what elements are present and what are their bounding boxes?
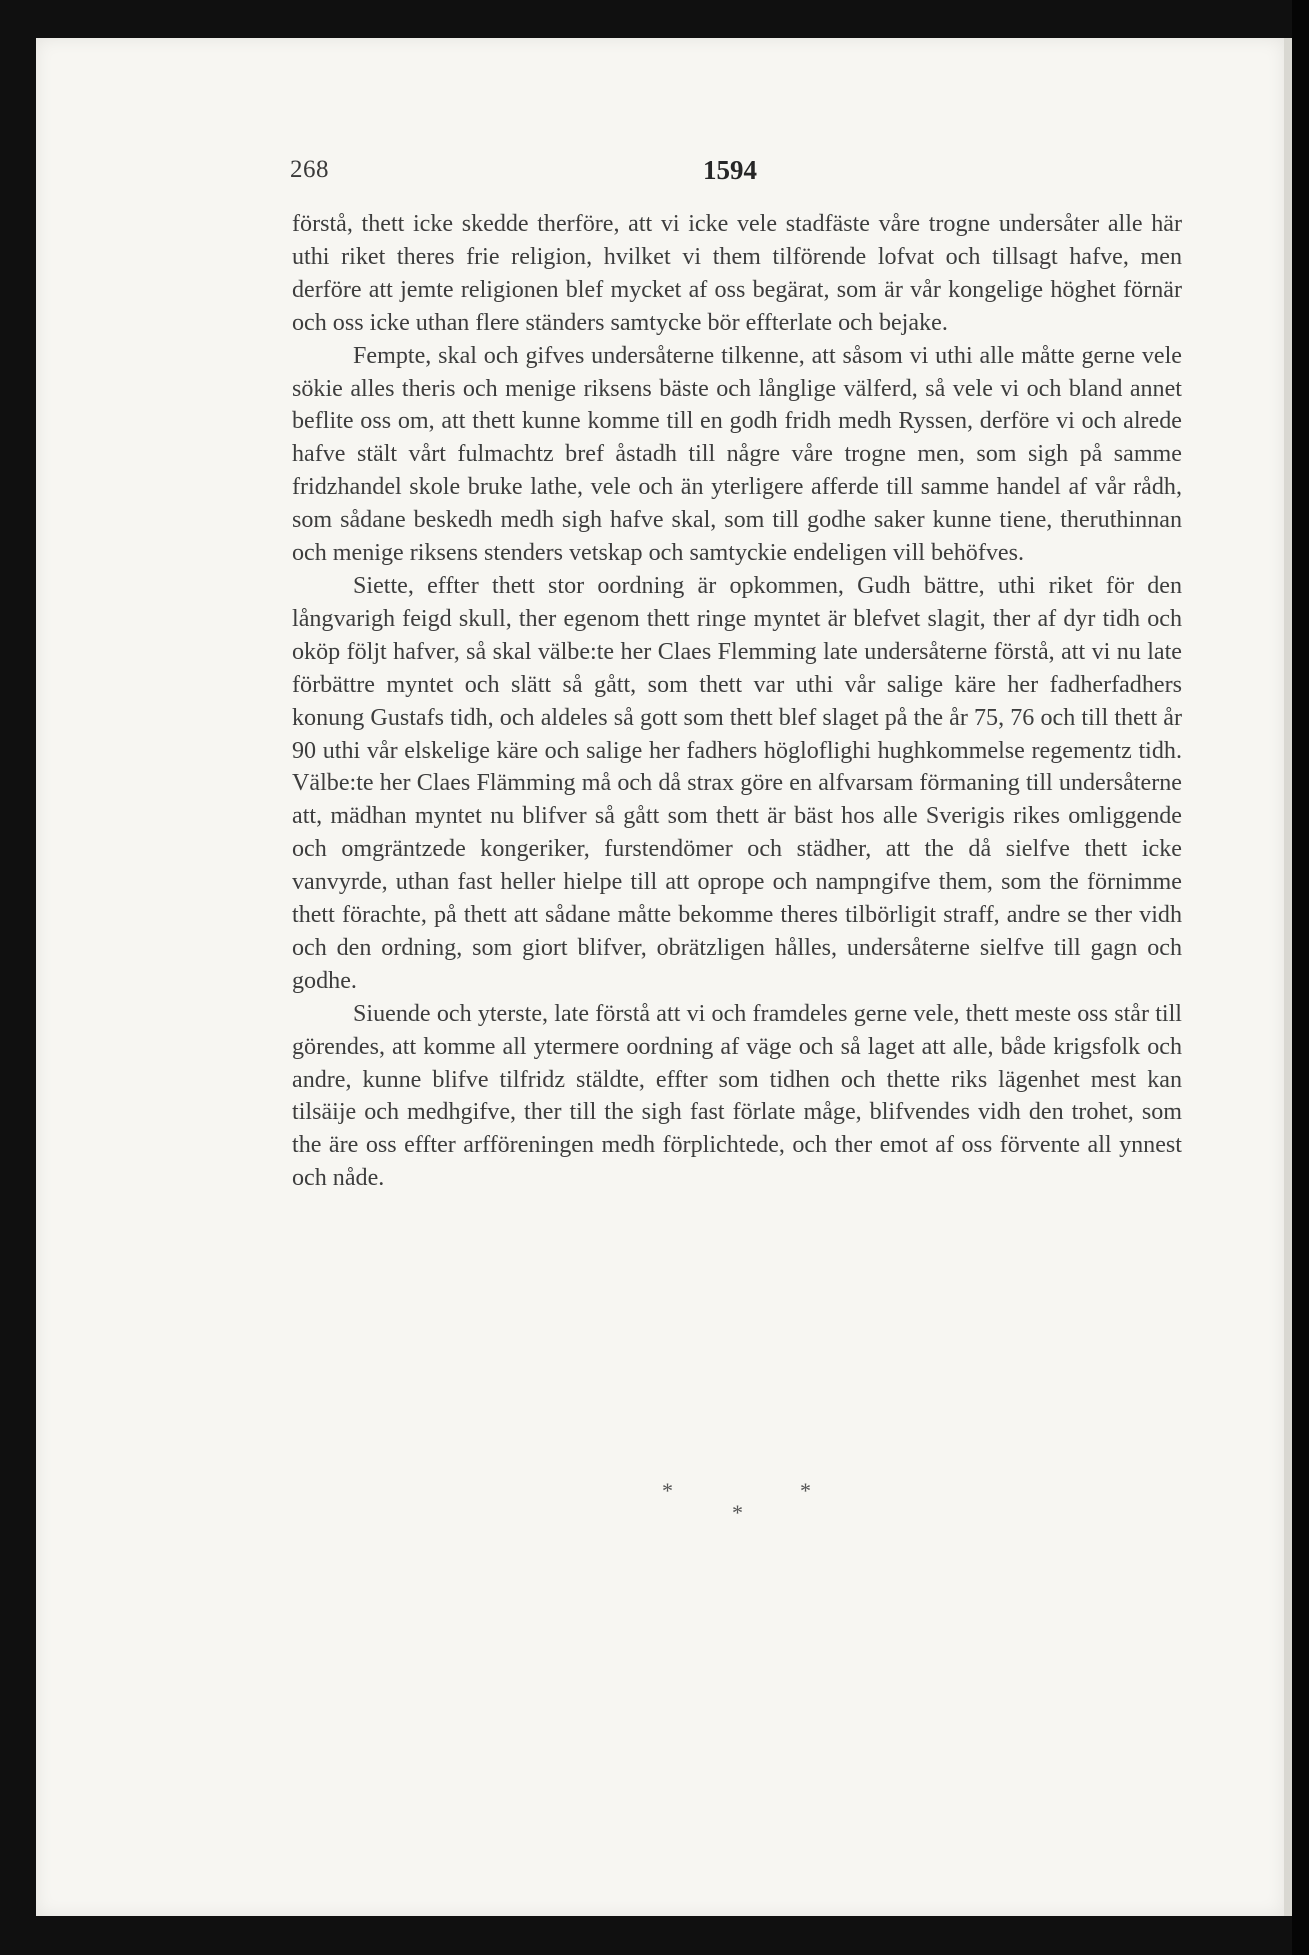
page-right-edge bbox=[1284, 38, 1292, 1916]
asterisk-bottom: * bbox=[732, 1500, 743, 1525]
paragraph-4: Siuende och yterste, late förstå att vi och framdeles gerne vele, thett meste oss står till görendes, att komme all ytermere oordning af väge och så laget att alle, både krigsfolk och andre, kunne blifve tilfridz stäldte, effter som tidhen och thette riks lägenhet mest kan tilsäije och medhgifve, ther till the sigh fast förlate måge, blifvendes vidh den trohet, som the äre oss effter arfföreningen medh förplichtede, och ther emot af oss förvente all ynnest och nåde. bbox=[292, 1000, 1182, 1192]
asterisk-right: * bbox=[800, 1478, 811, 1503]
asterisk-left: * bbox=[662, 1478, 673, 1503]
page-header bbox=[290, 156, 1184, 196]
paragraph-3: Siette, effter thett stor oordning är opkommen, Gudh bättre, uthi riket för den långvarigh feigd skull, ther egenom thett ringe myntet är blefvet slagit, ther af dyr tidh och oköp följt hafver, så skal välbe:te her Claes Flemming late undersåterne förstå, att vi nu late förbättre myntet och slätt så gått, som thett var uthi vår salige käre her fadherfadhers konung Gustafs tidh, och aldeles så gott som thett blef slaget på the år 75, 76 och till thett år 90 uthi vår elskelige käre och salige her fadhers högloflighi hughkommelse regementz tidh. Välbe:te her Claes Flämming må och då strax göre en alfvarsam förmaning till undersåterne att, mädhan myntet nu blifver så gått som thett är bäst hos alle Sverigis rikes omliggende och omgräntzede kongeriker, furstendömer och städher, att the då sielfve thett icke vanvyrde, uthan fast heller hielpe till att oprope och nampngifve them, som the förnimme thett förachte, på thett att sådane måtte bekomme theres tilbörligit straff, andre se ther vidh och den ordning, som giort blifver, obrätzligen hålles, undersåterne sielfve till gagn och godhe. bbox=[292, 572, 1182, 994]
paragraph-2: Fempte, skal och gifves undersåterne tilkenne, att såsom vi uthi alle måtte gerne vele sökie alles theris och menige riksens bäste och långlige välferd, så vele vi och bland annet beflite oss om, att thett kunne komme till en godh fridh medh Ryssen, derföre vi och alrede hafve stält vårt fulmachtz bref åstadh till någre våre trogne men, som sigh på samme fridzhandel skole bruke lathe, vele och än yterligere afferde till samme handel af vår rådh, som sådane beskedh medh sigh hafve skal, som till godhe saker kunne tiene, theruthinnan och menige riksens stenders vetskap och samtyckie endeligen vill behöfves. bbox=[292, 342, 1182, 567]
page-number: 268 bbox=[290, 156, 329, 183]
document-text bbox=[292, 208, 1182, 1195]
scan-dark-edge bbox=[1292, 0, 1309, 1955]
section-ornament bbox=[640, 1478, 820, 1548]
header-year: 1594 bbox=[703, 155, 757, 185]
paragraph-1: förstå, thett icke skedde therföre, att vi icke vele stadfäste våre trogne undersåter alle här uthi riket theres frie religion, hvilket vi them tilförende lofvat och tillsagt hafve, men derföre att jemte religionen blef mycket af oss begärat, som är vår kongelige höghet förnär och oss icke uthan flere ständers samtycke bör effterlate och bejake. bbox=[292, 211, 1182, 336]
